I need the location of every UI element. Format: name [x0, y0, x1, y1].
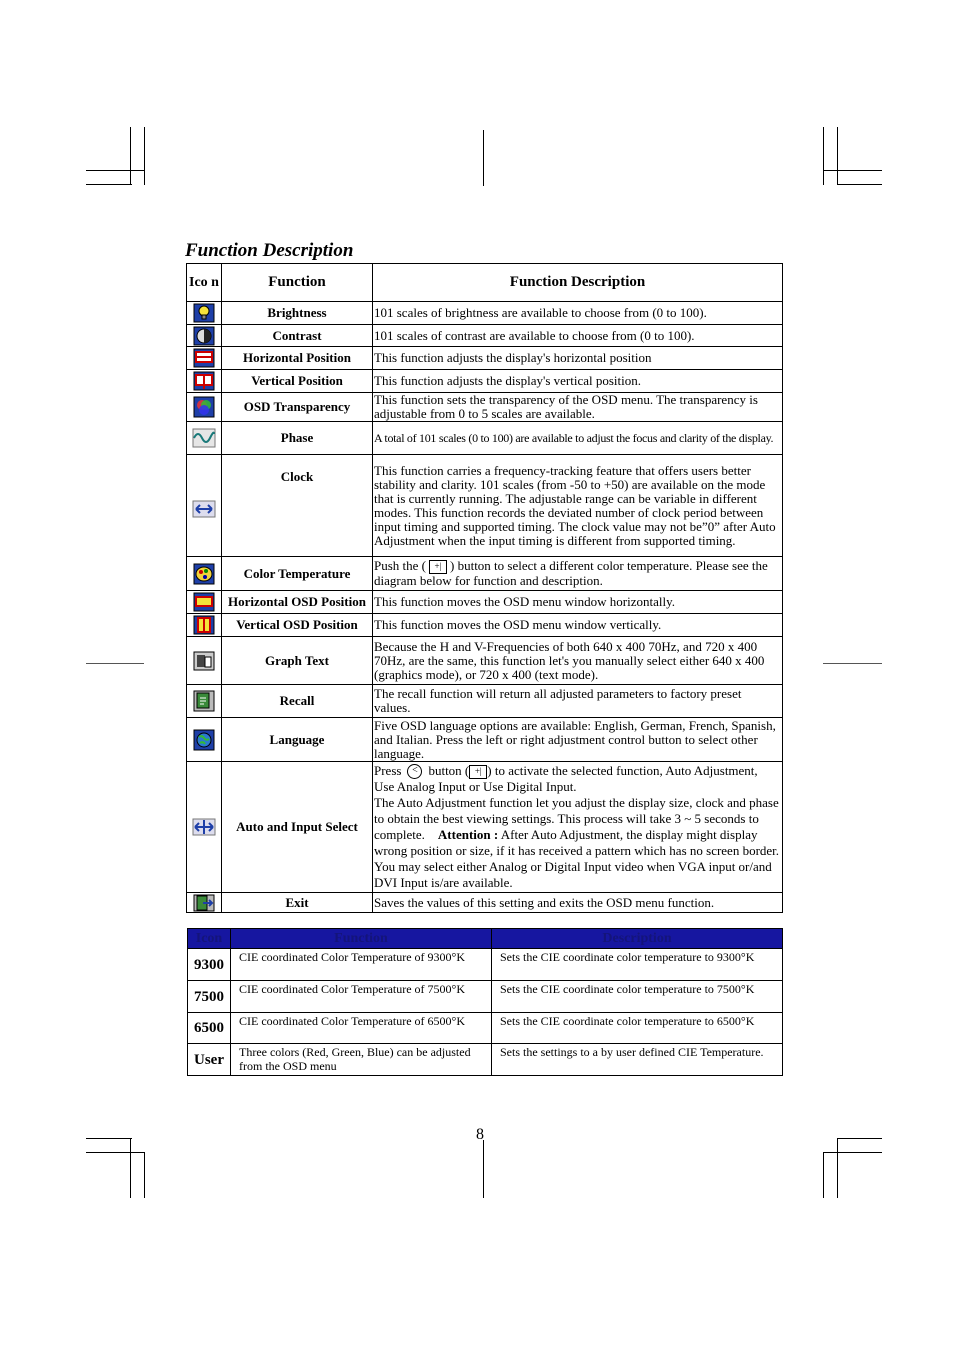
osd-enter-button-icon: +|: [469, 765, 487, 779]
color-key: 7500: [188, 981, 231, 1013]
crop-mark: [823, 1152, 824, 1198]
table-row: [187, 557, 783, 591]
crop-mark: [823, 127, 824, 185]
function-description: Push the ( +| ) button to select a different color temperature. Please see the diagram below for function and description.: [373, 557, 783, 591]
horizontal-osd-position-icon: [193, 593, 215, 610]
color-description: Sets the CIE coordinate color temperature to 6500°K: [492, 1013, 783, 1044]
function-description: Because the H and V-Frequencies of both 640 x 400 70Hz, and 720 x 400 70Hz, are the same, this function let's you manually select either 640 x 400 (graphics mode), or 720 x 400 (text mode).: [373, 637, 783, 685]
table-header-row: [188, 929, 783, 949]
crop-mark: [837, 127, 838, 185]
function-description: This function adjusts the display's vertical position.: [373, 370, 783, 393]
table-row: [187, 762, 783, 893]
crop-mark: [86, 1152, 144, 1153]
header-description: Description: [492, 929, 783, 949]
function-description: This function moves the OSD menu window horizontally.: [373, 591, 783, 614]
function-name: Phase: [222, 422, 373, 455]
function-description: Five OSD language options are available: English, German, French, Spanish, and Italian. Press the left or right adjustment control button to select other language.: [373, 718, 783, 762]
vertical-osd-position-icon: [193, 616, 215, 633]
color-key: User: [188, 1044, 231, 1076]
crop-mark: [837, 1138, 838, 1198]
function-name: OSD Transparency: [222, 393, 373, 422]
function-description: This function sets the transparency of the OSD menu. The transparency is adjustable from 0 to 5 scales are available.: [373, 393, 783, 422]
crop-mark: [483, 1140, 484, 1198]
function-description: 101 scales of brightness are available to choose from (0 to 100).: [373, 302, 783, 325]
header-function: Function: [231, 929, 492, 949]
crop-mark: [837, 184, 882, 185]
contrast-icon: [193, 326, 215, 343]
auto-input-select-icon: [192, 818, 216, 835]
color-function: CIE coordinated Color Temperature of 9300°K: [231, 949, 492, 981]
function-name: Auto and Input Select: [222, 762, 373, 893]
table-row: [187, 370, 783, 393]
function-name: Graph Text: [222, 637, 373, 685]
color-temperature-table: [187, 928, 783, 1076]
exit-icon: [193, 893, 215, 910]
crop-mark: [130, 127, 131, 185]
function-name: Exit: [222, 893, 373, 913]
color-description: Sets the CIE coordinate color temperature to 9300°K: [492, 949, 783, 981]
crop-mark: [483, 130, 484, 186]
table-row: [187, 347, 783, 370]
vertical-position-icon: [193, 372, 215, 389]
function-name: Vertical Position: [222, 370, 373, 393]
function-name: Vertical OSD Position: [222, 614, 373, 637]
crop-mark: [823, 170, 882, 171]
table-row: [187, 718, 783, 762]
function-name: Brightness: [222, 302, 373, 325]
crop-mark: [144, 127, 145, 185]
function-name: Contrast: [222, 325, 373, 347]
table-row: [187, 302, 783, 325]
table-header-row: [187, 264, 783, 302]
function-description: Press < button ( +| ) to activate the selected function, Auto Adjustment, Use Analog Input or Use Digital Input. The Auto Adjustment function let you adjust the display size, clock and phase to obtain the best viewing settings. This process will take 3 ~ 5 seconds to complete. Attention : After Auto Adjustment, the display might display wrong position or size, if it has received a pattern which has no screen border. You may select either Analog or Digital Input video when VGA input or/and DVI Input is/are available.: [373, 762, 783, 893]
left-arrow-button-icon: <: [407, 764, 422, 779]
function-name: Recall: [222, 685, 373, 718]
horizontal-position-icon: [193, 349, 215, 366]
osd-enter-button-icon: +|: [429, 560, 447, 574]
table-row: [188, 1013, 783, 1044]
table-row: [187, 614, 783, 637]
color-function: Three colors (Red, Green, Blue) can be adjusted from the OSD menu: [231, 1044, 492, 1076]
function-name: Clock: [222, 455, 373, 557]
table-row: [187, 685, 783, 718]
color-key: 6500: [188, 1013, 231, 1044]
page-title: Function Description: [185, 240, 354, 261]
table-row: [187, 393, 783, 422]
color-temperature-icon: [193, 564, 215, 581]
recall-icon: [193, 692, 215, 709]
function-description: 101 scales of contrast are available to choose from (0 to 100).: [373, 325, 783, 347]
graph-text-icon: [193, 651, 215, 668]
crop-mark: [86, 170, 144, 171]
clock-icon: [192, 500, 216, 517]
function-description: Saves the values of this setting and exits the OSD menu function.: [373, 893, 783, 913]
header-function: Function: [222, 264, 373, 302]
osd-transparency-icon: [193, 398, 215, 415]
table-row: [187, 893, 783, 913]
table-row: [188, 1044, 783, 1076]
function-name: Horizontal Position: [222, 347, 373, 370]
color-description: Sets the settings to a by user defined CIE Temperature.: [492, 1044, 783, 1076]
header-icon: Icon: [188, 929, 231, 949]
crop-mark: [837, 1138, 882, 1139]
color-function: CIE coordinated Color Temperature of 6500°K: [231, 1013, 492, 1044]
crop-mark: [130, 1138, 131, 1198]
header-icon: Ico n: [187, 264, 222, 302]
table-row: [187, 325, 783, 347]
phase-icon: [192, 429, 216, 446]
table-row: [187, 591, 783, 614]
table-row: [187, 637, 783, 685]
table-row: [188, 981, 783, 1013]
page-number: 8: [476, 1126, 484, 1143]
function-table: [186, 263, 783, 913]
crop-mark: [86, 184, 132, 185]
crop-mark: [823, 663, 882, 664]
function-description: A total of 101 scales (0 to 100) are available to adjust the focus and clarity of the display.: [373, 422, 783, 455]
function-description: This function adjusts the display's horizontal position: [373, 347, 783, 370]
crop-mark: [86, 1138, 132, 1139]
color-description: Sets the CIE coordinate color temperature to 7500°K: [492, 981, 783, 1013]
function-name: Language: [222, 718, 373, 762]
table-row: [187, 455, 783, 557]
header-description: Function Description: [373, 264, 783, 302]
function-name: Horizontal OSD Position: [222, 591, 373, 614]
function-name: Color Temperature: [222, 557, 373, 591]
table-row: [188, 949, 783, 981]
brightness-icon: [193, 304, 215, 321]
crop-mark: [823, 1152, 882, 1153]
function-description: The recall function will return all adjusted parameters to factory preset values.: [373, 685, 783, 718]
table-row: [187, 422, 783, 455]
crop-mark: [144, 1152, 145, 1198]
language-icon: [193, 730, 215, 747]
crop-mark: [86, 663, 144, 664]
function-description: This function moves the OSD menu window vertically.: [373, 614, 783, 637]
color-function: CIE coordinated Color Temperature of 7500°K: [231, 981, 492, 1013]
color-key: 9300: [188, 949, 231, 981]
function-description: This function carries a frequency-tracking feature that offers users better stability and clarity. 101 scales (from -50 to +50) are available on the mode that is currently running. The adjustable range can be variable in different modes. This function records the deviated number of clock period between input timing and supported timing. The clock value may not be”0” after Auto Adjustment when the input timing is different from supported timing.: [373, 455, 783, 557]
